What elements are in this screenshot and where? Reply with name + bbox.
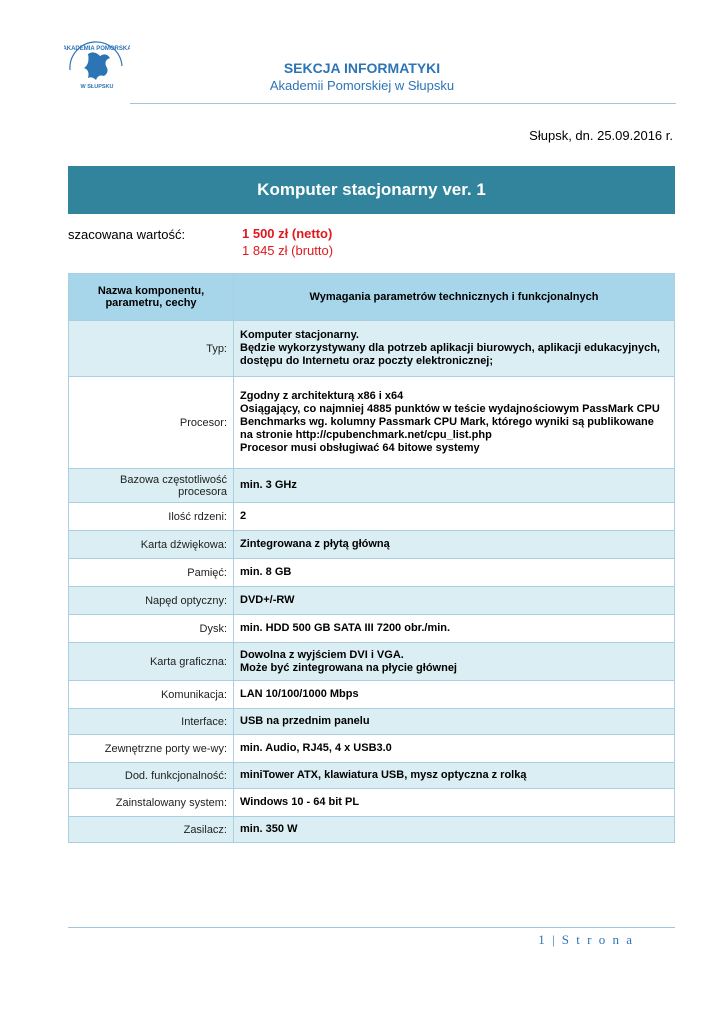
table-row [69, 735, 675, 763]
table-row [69, 559, 675, 587]
estimate-gross: 1 845 zł (brutto) [242, 243, 334, 258]
row-label: Dysk: [69, 615, 234, 643]
row-label: Procesor: [69, 377, 234, 469]
org-subtitle: Akademii Pomorskiej w Słupsku [269, 78, 455, 93]
table-row [69, 615, 675, 643]
table-row [69, 681, 675, 709]
document-date: Słupsk, dn. 25.09.2016 r. [529, 128, 673, 143]
row-label: Typ: [69, 321, 234, 377]
header-component: Nazwa komponentu, parametru, cechy [69, 274, 234, 321]
row-label: Komunikacja: [69, 681, 234, 709]
table-row [69, 763, 675, 789]
row-value: DVD+/-RW [234, 587, 675, 615]
header-divider [130, 103, 676, 104]
row-value: Zgodny z architekturą x86 i x64 Osiągający, co najmniej 4885 punktów w teście wydajnościowym PassMark CPU Benchmarks wg. kolumny Passmark CPU Mark, którego wyniki są publikowane na stronie http://cpubenchmark.net/cpu_list.php Procesor musi obsługiwać 64 bitowe systemy [234, 377, 675, 469]
row-value: Zintegrowana z płytą główną [234, 531, 675, 559]
logo-text: AKADEMIA POMORSKA [64, 46, 130, 52]
table-row [69, 531, 675, 559]
document-title: Komputer stacjonarny ver. 1 [257, 180, 486, 199]
row-value: Komputer stacjonarny. Będzie wykorzystywany dla potrzeb aplikacji biurowych, aplikacji edukacyjnych, dostępu do Internetu oraz poczty elektronicznej; [234, 321, 675, 377]
estimate-net: 1 500 zł (netto) [242, 226, 333, 241]
table-row [69, 321, 675, 377]
row-value: min. 8 GB [234, 559, 675, 587]
table-row [69, 587, 675, 615]
row-label: Zasilacz: [69, 817, 234, 843]
row-label: Zainstalowany system: [69, 789, 234, 817]
row-value: Windows 10 - 64 bit PL [234, 789, 675, 817]
row-value: USB na przednim panelu [234, 709, 675, 735]
table-row [69, 789, 675, 817]
row-label: Napęd optyczny: [69, 587, 234, 615]
row-label: Karta graficzna: [69, 643, 234, 681]
row-label: Karta dźwiękowa: [69, 531, 234, 559]
spec-table-header [69, 274, 675, 321]
row-label: Interface: [69, 709, 234, 735]
row-label: Dod. funkcjonalność: [69, 763, 234, 789]
row-value: min. HDD 500 GB SATA III 7200 obr./min. [234, 615, 675, 643]
table-row [69, 377, 675, 469]
page-number: 1 | S t r o n a [538, 932, 634, 947]
table-row [69, 643, 675, 681]
row-value: LAN 10/100/1000 Mbps [234, 681, 675, 709]
org-title: SEKCJA INFORMATYKI [283, 60, 441, 76]
row-label: Bazowa częstotliwość procesora [69, 469, 234, 503]
row-value: Dowolna z wyjściem DVI i VGA. Może być zintegrowana na płycie głównej [234, 643, 675, 681]
row-label: Pamięć: [69, 559, 234, 587]
table-row [69, 469, 675, 503]
footer-divider [68, 927, 675, 928]
estimate-label: szacowana wartość: [68, 227, 186, 242]
logo-text-2: W SŁUPSKU [80, 84, 114, 90]
spec-table [68, 273, 675, 843]
spec-table-body [69, 321, 675, 843]
row-value: miniTower ATX, klawiatura USB, mysz optyczna z rolką [234, 763, 675, 789]
row-label: Zewnętrzne porty we-wy: [69, 735, 234, 763]
row-value: min. Audio, RJ45, 4 x USB3.0 [234, 735, 675, 763]
table-row [69, 503, 675, 531]
row-value: 2 [234, 503, 675, 531]
header-requirements: Wymagania parametrów technicznych i funkcjonalnych [234, 274, 675, 321]
table-row [69, 709, 675, 735]
row-label: Ilość rdzeni: [69, 503, 234, 531]
document-title-banner [68, 166, 675, 214]
table-row [69, 817, 675, 843]
row-value: min. 3 GHz [234, 469, 675, 503]
row-value: min. 350 W [234, 817, 675, 843]
